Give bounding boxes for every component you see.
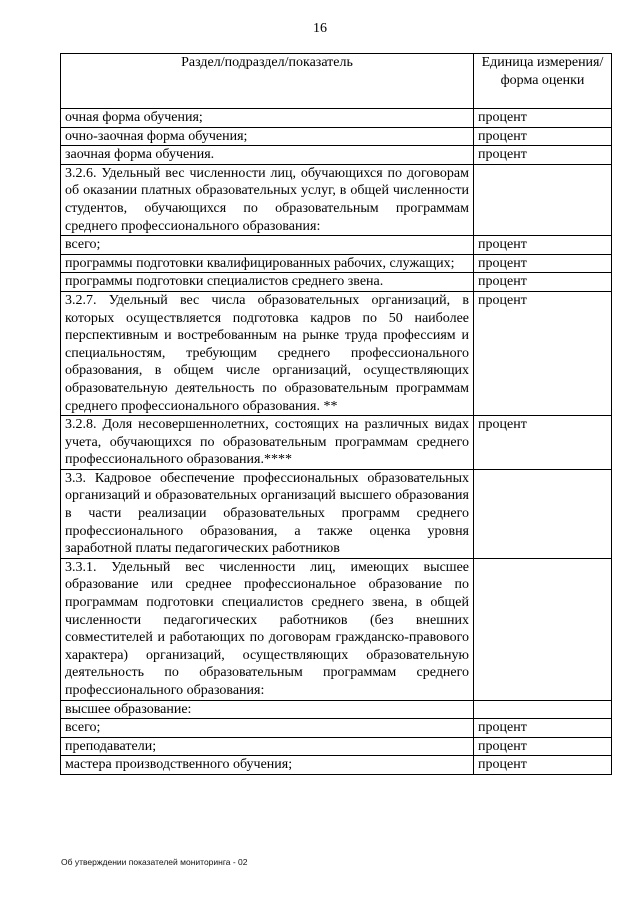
row-unit: процент (474, 236, 612, 255)
table-row (61, 109, 612, 128)
table-header-row (61, 54, 612, 109)
row-unit (474, 558, 612, 700)
row-unit: процент (474, 146, 612, 165)
table-row (61, 756, 612, 775)
row-unit: процент (474, 254, 612, 273)
table-row (61, 719, 612, 738)
header-unit: Единица измерения/ форма оценки (474, 54, 612, 109)
row-unit (474, 164, 612, 235)
table-row (61, 416, 612, 470)
row-text: программы подготовки квалифицированных рабочих, служащих; (61, 254, 474, 273)
row-unit (474, 469, 612, 558)
table-row (61, 254, 612, 273)
row-unit: процент (474, 109, 612, 128)
row-unit: процент (474, 719, 612, 738)
page-number: 16 (313, 21, 327, 36)
table-row (61, 291, 612, 415)
table-row (61, 469, 612, 558)
table-row (61, 273, 612, 292)
table-row (61, 164, 612, 235)
row-unit: процент (474, 737, 612, 756)
table-row (61, 700, 612, 719)
row-unit: процент (474, 273, 612, 292)
row-text: заочная форма обучения. (61, 146, 474, 165)
row-unit: процент (474, 127, 612, 146)
row-text: 3.2.6. Удельный вес численности лиц, обучающихся по договорам об оказании платных образовательных услуг, в общей численности студентов, обучающихся по образовательным программам среднего профессионального образования: (61, 164, 474, 235)
indicators-table (60, 53, 612, 775)
row-text: 3.2.8. Доля несовершеннолетних, состоящих на различных видах учета, обучающихся по образовательным программам среднего профессионального образования.**** (61, 416, 474, 470)
table-row (61, 236, 612, 255)
table-row (61, 146, 612, 165)
row-text: высшее образование: (61, 700, 474, 719)
table-row (61, 558, 612, 700)
header-section: Раздел/подраздел/показатель (61, 54, 474, 109)
row-text: 3.3.1. Удельный вес численности лиц, имеющих высшее образование или среднее профессиональное образование по программам подготовки специалистов среднего звена, в общей численности педагогических работников (без внешних совместителей и работающих по договорам гражданско-правового характера) организаций, осуществляющих образовательную деятельность по образовательным программам среднего профессионального образования: (61, 558, 474, 700)
row-text: 3.2.7. Удельный вес числа образовательных организаций, в которых осуществляется подготовка кадров по 50 наиболее перспективным и востребованным на рынке труда профессиям и специальностям, требующим среднего профессионального образования, в общем числе организаций, осуществляющих образовательную деятельность по образовательным программам среднего профессионального образования. ** (61, 291, 474, 415)
row-unit (474, 700, 612, 719)
row-text: очная форма обучения; (61, 109, 474, 128)
row-unit: процент (474, 756, 612, 775)
row-unit: процент (474, 416, 612, 470)
row-text: всего; (61, 236, 474, 255)
row-text: преподаватели; (61, 737, 474, 756)
row-text: очно-заочная форма обучения; (61, 127, 474, 146)
row-text: всего; (61, 719, 474, 738)
row-text: 3.3. Кадровое обеспечение профессиональных образовательных организаций и образовательных организаций высшего образования в части реализации образовательных программ среднего профессионального образования, а также оценка уровня заработной платы педагогических работников (61, 469, 474, 558)
row-text: мастера производственного обучения; (61, 756, 474, 775)
table-row (61, 127, 612, 146)
row-unit: процент (474, 291, 612, 415)
table-row (61, 737, 612, 756)
document-footer: Об утверждении показателей мониторинга - 02 (61, 857, 248, 867)
row-text: программы подготовки специалистов среднего звена. (61, 273, 474, 292)
